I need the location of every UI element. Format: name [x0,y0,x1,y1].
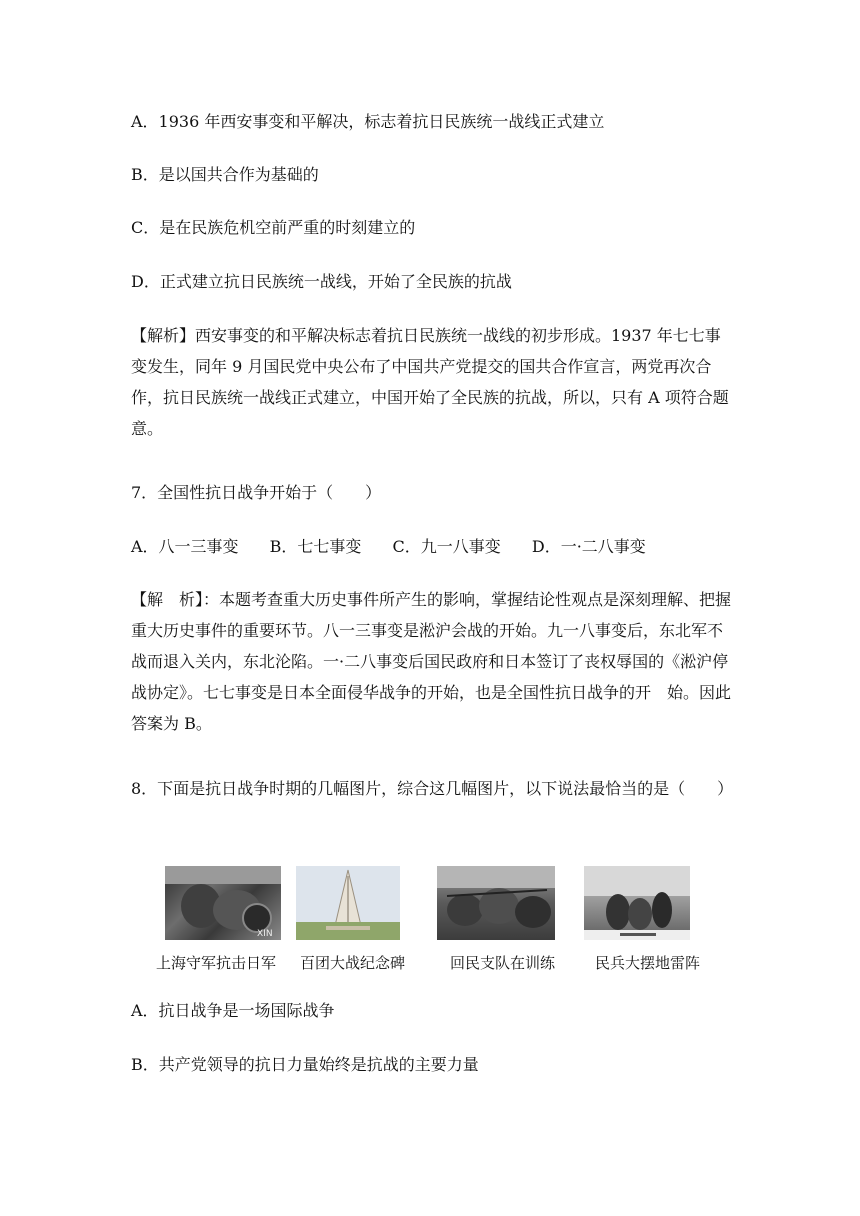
q7-option-d: D．一·二八事变 [531,537,646,556]
photo-caption-1: 上海守军抗击日军 [156,954,277,972]
photo-shanghai-defense [165,866,281,940]
q7-option-a: A．八一三事变 [131,537,239,556]
photo-hui-detachment-training [437,866,555,940]
q7-option-b: B．七七事变 [269,537,362,556]
photo-caption-4: 民兵大摆地雷阵 [595,954,701,972]
question-8: 8．下面是抗日战争时期的几幅图片，综合这几幅图片，以下说法最恰当的是（ ） [131,779,734,798]
option-d: D．正式建立抗日民族统一战线，开始了全民族的抗战 [131,272,512,291]
q8-option-b: B．共产党领导的抗日力量始终是抗战的主要力量 [131,1055,479,1074]
photo-hundred-regiments-monument [296,866,400,940]
option-b: B．是以国共合作为基础的 [131,165,319,184]
analysis-q7: 【解 析】：本题考查重大历史事件所产生的影响，掌握结论性观点是深刻理解、把握重大历史事件的重要环节。八一三事变是淞沪会战的开始。九一八事变后，东北军不 战而退入关内，东北沦陷。一·二八事变后国民政府和日本签订了丧权辱国的《淞沪停战协定》。七七事变是日本全面侵华战争的开始，也是全国性抗日战争的开 始。因此答案为 B。 [131,590,740,733]
photo-militia-landmines [584,866,690,940]
option-a: A．1936 年西安事变和平解决，标志着抗日民族统一战线正式建立 [131,112,605,131]
photo-watermark: XIN [257,929,273,939]
question-7-options [131,531,672,562]
q7-option-c: C．九一八事变 [392,537,501,556]
question-7: 7．全国性抗日战争开始于（ ） [131,483,382,502]
photo-caption-2: 百团大战纪念碑 [300,954,406,972]
option-c: C．是在民族危机空前严重的时刻建立的 [131,218,416,237]
photo-caption-3: 回民支队在训练 [450,954,556,972]
analysis-q6: 【解析】西安事变的和平解决标志着抗日民族统一战线的初步形成。1937 年七七事变发生，同年 9 月国民党中央公布了中国共产党提交的国共合作宣言，两党再次合作，抗日民族统一战线正式建立，中国开始了全民族的抗战，所以，只有 A 项符合题意。 [131,326,729,438]
q8-option-a: A．抗日战争是一场国际战争 [131,1001,335,1020]
